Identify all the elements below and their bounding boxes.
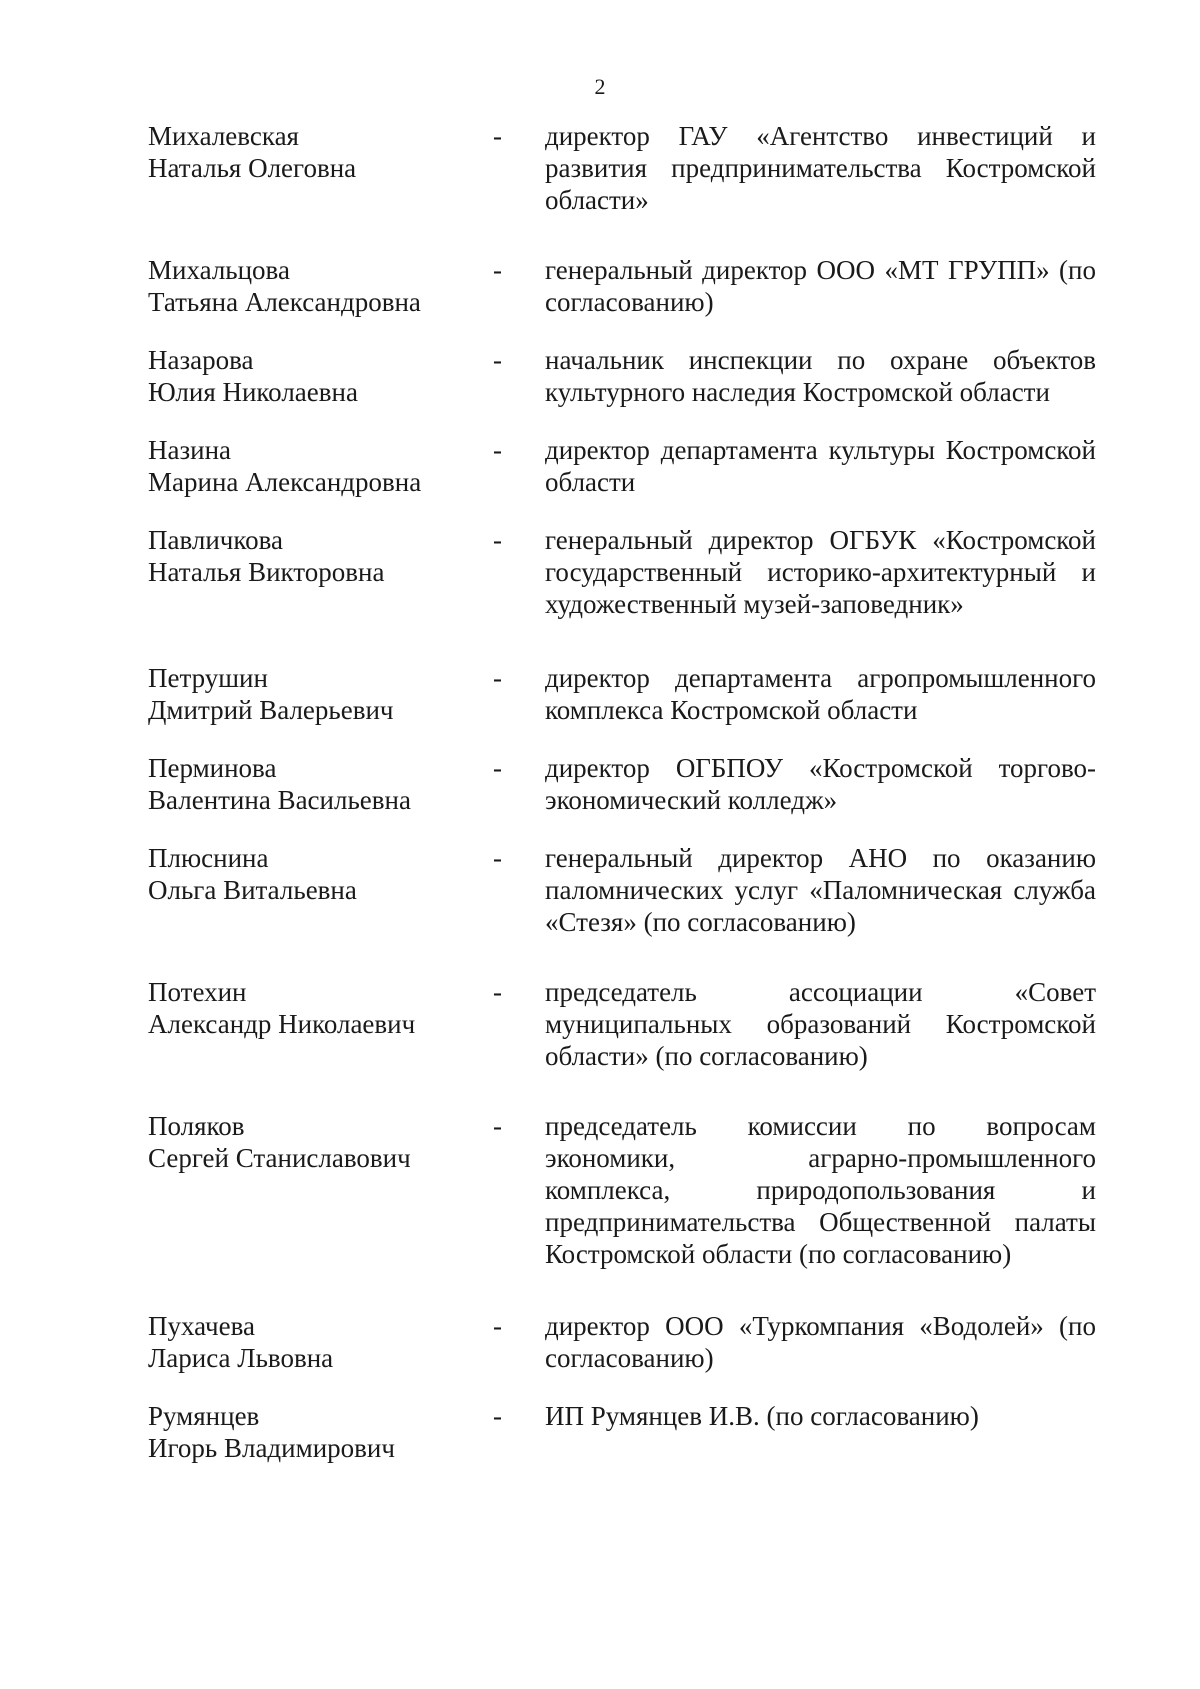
member-role: генеральный директор ОГБУК «Костромской государственный историко-архитектурный и художественный музей-заповедник» xyxy=(545,525,1096,619)
member-name xyxy=(148,662,493,726)
member-given-name: Игорь Владимирович xyxy=(148,1433,395,1463)
member-surname: Пухачева xyxy=(148,1311,255,1341)
member-role: председатель комиссии по вопросам экономики, аграрно-промышленного комплекса, природопользования и предпринимательства Общественной палаты Костромской области (по согласованию) xyxy=(545,1111,1096,1269)
member-role: председатель ассоциации «Совет муниципальных образований Костромской области» (по согласованию) xyxy=(545,977,1096,1071)
member-given-name: Татьяна Александровна xyxy=(148,287,421,317)
separator-dash: - xyxy=(493,255,502,285)
list-item xyxy=(148,434,1096,498)
member-surname: Потехин xyxy=(148,977,247,1007)
member-given-name: Александр Николаевич xyxy=(148,1009,416,1039)
member-surname: Поляков xyxy=(148,1111,245,1141)
member-name xyxy=(148,254,493,318)
member-surname: Михальцова xyxy=(148,255,290,285)
list-item xyxy=(148,976,1096,1072)
list-item xyxy=(148,842,1096,938)
list-item xyxy=(148,120,1096,216)
member-name xyxy=(148,120,493,184)
member-surname: Назарова xyxy=(148,345,254,375)
member-name xyxy=(148,1110,493,1174)
list-item xyxy=(148,1310,1096,1374)
member-name xyxy=(148,752,493,816)
page-number: 2 xyxy=(594,74,606,99)
member-name xyxy=(148,1310,493,1374)
separator-dash: - xyxy=(493,1401,502,1431)
member-given-name: Наталья Олеговна xyxy=(148,153,357,183)
member-surname: Перминова xyxy=(148,753,277,783)
list-item xyxy=(148,524,1096,620)
member-role: директор ОГБПОУ «Костромской торгово-экономический колледж» xyxy=(545,753,1096,815)
separator-dash: - xyxy=(493,753,502,783)
member-surname: Петрушин xyxy=(148,663,268,693)
member-name xyxy=(148,434,493,498)
separator-dash: - xyxy=(493,345,502,375)
member-role: директор департамента культуры Костромской области xyxy=(545,435,1096,497)
separator-dash: - xyxy=(493,843,502,873)
member-given-name: Дмитрий Валерьевич xyxy=(148,695,394,725)
member-list xyxy=(148,120,1096,1464)
separator-dash: - xyxy=(493,1111,502,1141)
member-name xyxy=(148,524,493,588)
separator-dash: - xyxy=(493,1311,502,1341)
member-role: директор департамента агропромышленного комплекса Костромской области xyxy=(545,663,1096,725)
member-role: ИП Румянцев И.В. (по согласованию) xyxy=(545,1401,979,1431)
list-item xyxy=(148,1400,1088,1464)
list-item xyxy=(148,344,1096,408)
member-role: генеральный директор АНО по оказанию паломнических услуг «Паломническая служба «Стезя» (по согласованию) xyxy=(545,843,1096,937)
member-role: директор ГАУ «Агентство инвестиций и развития предпринимательства Костромской области» xyxy=(545,121,1096,215)
member-surname: Румянцев xyxy=(148,1401,260,1431)
member-surname: Павличкова xyxy=(148,525,283,555)
member-name xyxy=(148,1400,493,1464)
member-given-name: Сергей Станиславович xyxy=(148,1143,411,1173)
member-given-name: Наталья Викторовна xyxy=(148,557,385,587)
member-role: директор ООО «Туркомпания «Водолей» (по согласованию) xyxy=(545,1311,1096,1373)
list-item xyxy=(148,254,1096,318)
member-surname: Михалевская xyxy=(148,121,299,151)
member-given-name: Валентина Васильевна xyxy=(148,785,411,815)
member-role: генеральный директор ООО «МТ ГРУПП» (по согласованию) xyxy=(545,255,1096,317)
list-item xyxy=(148,1110,1096,1270)
member-name xyxy=(148,842,493,906)
separator-dash: - xyxy=(493,663,502,693)
member-name xyxy=(148,976,493,1040)
member-surname: Назина xyxy=(148,435,232,465)
list-item xyxy=(148,662,1096,726)
member-given-name: Марина Александровна xyxy=(148,467,422,497)
separator-dash: - xyxy=(493,435,502,465)
list-item xyxy=(148,752,1096,816)
member-role: начальник инспекции по охране объектов культурного наследия Костромской области xyxy=(545,345,1096,407)
member-given-name: Ольга Витальевна xyxy=(148,875,357,905)
separator-dash: - xyxy=(493,525,502,555)
member-name xyxy=(148,344,493,408)
member-given-name: Юлия Николаевна xyxy=(148,377,358,407)
member-surname: Плюснина xyxy=(148,843,269,873)
member-given-name: Лариса Львовна xyxy=(148,1343,334,1373)
separator-dash: - xyxy=(493,121,502,151)
separator-dash: - xyxy=(493,977,502,1007)
